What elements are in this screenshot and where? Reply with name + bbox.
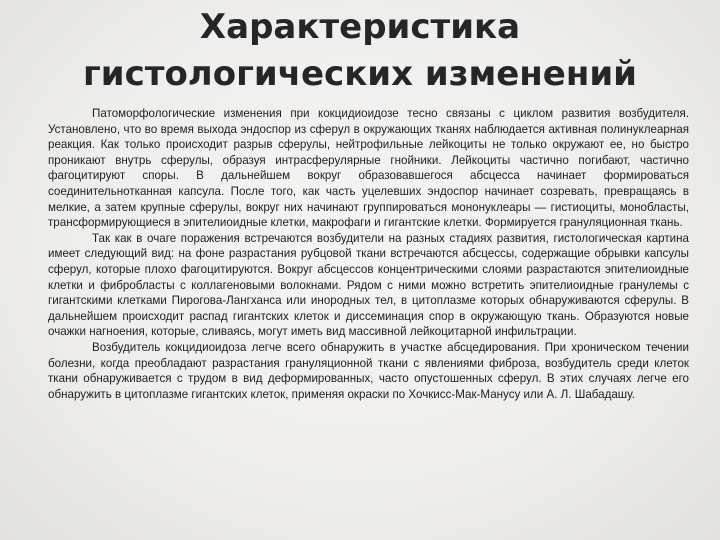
slide-body: [48, 106, 689, 402]
paragraph-detection: Возбудитель кокцидиоидоза легче всего обнаружить в участке абсцедирования. При хроническом течении болезни, когда преобладают разрастания грануляционной ткани с явлениями фиброза, возбудитель среди клеток ткани обнаруживается с трудом в вид деформированных, часто опустошенных сферул. В этих случаях легче его обнаружить в цитоплазме гигантских клеток, применяя окраски по Хочкисс-Мак-Манусу или А. Л. Шабадашу.: [48, 340, 689, 401]
paragraph-histology: Так как в очаге поражения встречаются возбудители на разных стадиях развития, гистологическая картина имеет следующий вид: на фоне разрастания рубцовой ткани встречаются абсцессы, содержащие обрывки капсулы сферул, которые плохо фагоцитируются. Вокруг абсцессов концентрическими слоями разрастаются эпителиоидные клетки и фибробласты с коллагеновыми волокнами. Рядом с ними можно встретить эпителиоидные гранулемы с гигантскими клетками Пирогова-Лангханса или инородных тел, в цитоплазме которых обнаруживаются сферулы. В дальнейшем происходит распад гигантских клеток и диссеминация спор в окружающую ткань. Образуются новые очажки нагноения, которые, сливаясь, могут иметь вид массивной лейкоцитарной инфильтрации.: [48, 231, 689, 339]
paragraph-cycle: Патоморфологические изменения при кокцидиоидозе тесно связаны с циклом развития возбудителя. Установлено, что во время выхода эндоспор из сферул в окружающих тканях наблюдается активная полинуклеарная реакция. Как только происходит разрыв сферулы, нейтрофильные лейкоциты не только окружают ее, но быстро проникают внутрь сферулы, образуя интрасферулярные гнойники. Лейкоциты частично погибают, частично фагоцитируют споры. В дальнейшем вокруг образовавшегося абсцесса начинает формироваться соединительнотканная капсула. После того, как часть уцелевших эндоспор начинает созревать, превращаясь в мелкие, а затем крупные сферулы, вокруг них начинают группироваться мононуклеары — гистиоциты, монобласты, трансформирующиеся в эпителиоидные клетки, макрофаги и гигантские клетки. Формируется грануляционная ткань.: [48, 107, 689, 230]
slide-title: Характеристика гистологических изменений: [83, 7, 637, 94]
